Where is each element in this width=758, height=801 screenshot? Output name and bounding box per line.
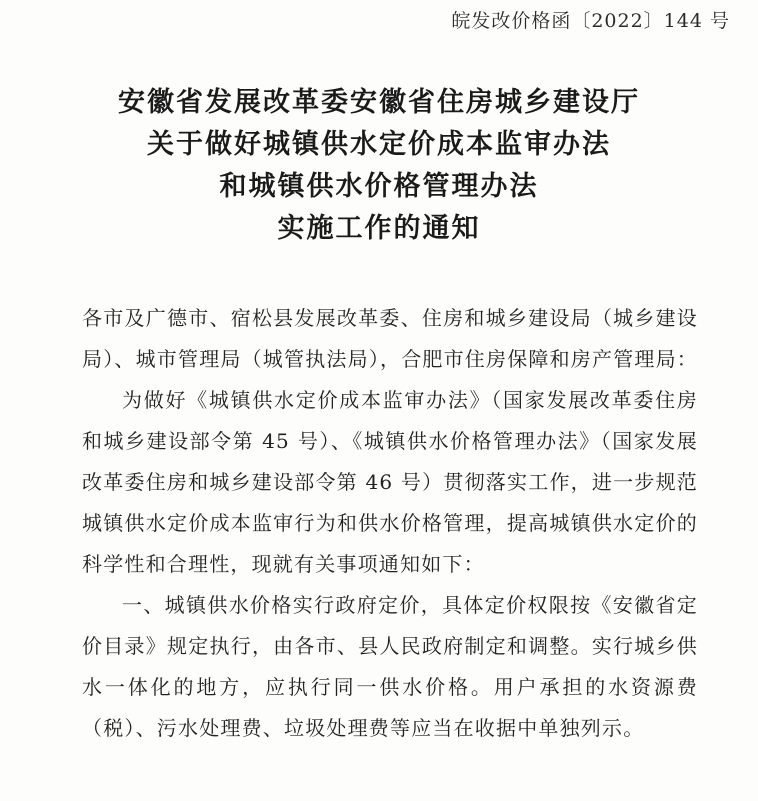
title-line: 和城镇供水价格管理办法 bbox=[219, 171, 539, 202]
title-line: 安徽省发展改革委安徽省住房城乡建设厅 bbox=[118, 87, 640, 118]
body-paragraph: 为做好《城镇供水定价成本监审办法》（国家发展改革委住房和城乡建设部令第 45 号）、《城镇供水价格管理办法》（国家发展改革委住房和城乡建设部令第 46 号）贯彻落实工作，进一步规范城镇供水定价成本监审行为和供水价格管理，提高城镇供水定价的科学性和合理性，现就有关事项通知如下： bbox=[82, 388, 698, 576]
document-number: 皖发改价格函〔2022〕144 号 bbox=[451, 10, 730, 32]
title-line: 关于做好城镇供水定价成本监审办法 bbox=[147, 129, 611, 160]
title-line: 实施工作的通知 bbox=[277, 213, 481, 244]
document-body bbox=[82, 298, 698, 749]
body-paragraph: 一、城镇供水价格实行政府定价，具体定价权限按《安徽省定价目录》规定执行，由各市、县人民政府制定和调整。实行城乡供水一体化的地方，应执行同一供水价格。用户承担的水资源费（税）、污水处理费、垃圾处理费等应当在收据中单独列示。 bbox=[82, 593, 698, 740]
salutation: 各市及广德市、宿松县发展改革委、住房和城乡建设局（城乡建设局）、城市管理局（城管执法局），合肥市住房保障和房产管理局： bbox=[82, 306, 698, 371]
document-title bbox=[0, 82, 758, 250]
